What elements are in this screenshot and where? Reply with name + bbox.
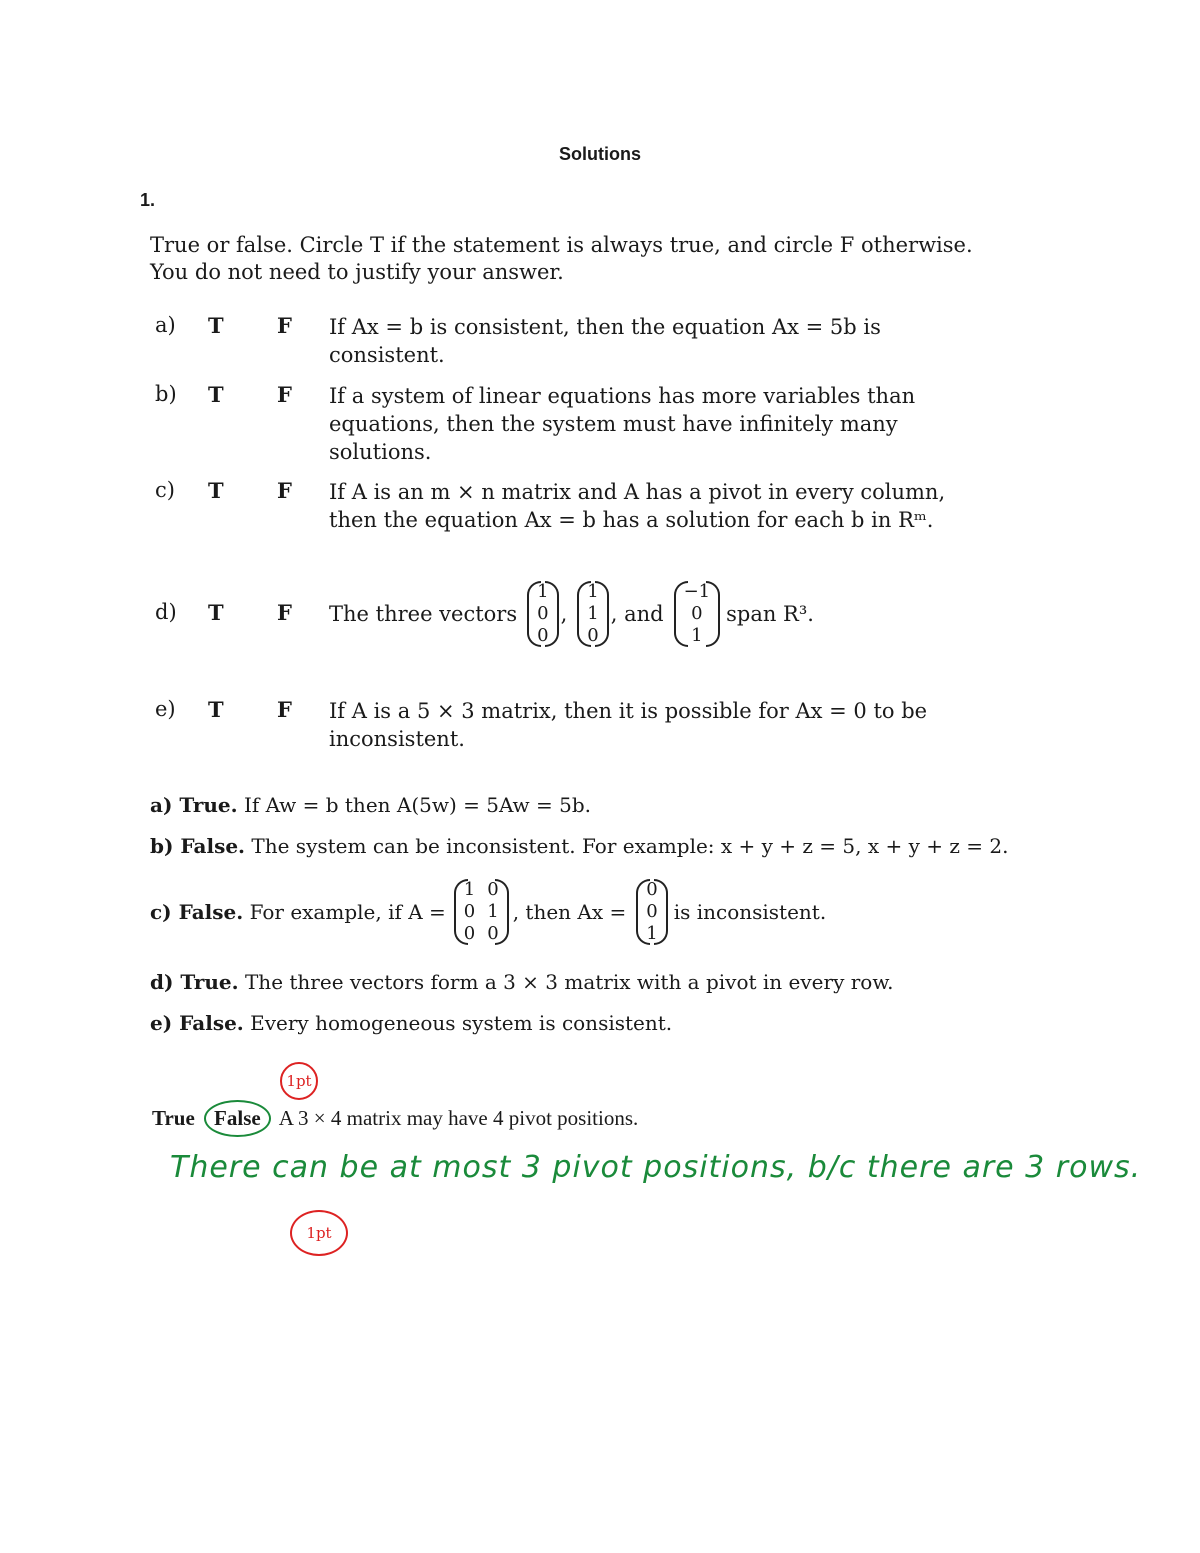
- answer-e: e) False. Every homogeneous system is consistent.: [150, 1011, 673, 1035]
- false-option[interactable]: F: [277, 478, 292, 503]
- true-option[interactable]: T: [208, 313, 224, 338]
- false-option[interactable]: F: [277, 313, 292, 338]
- statement-text: If A is an m × n matrix and A has a pivot in every column, then the equation Ax = b has a solution for each b in Rᵐ.: [329, 480, 946, 532]
- statement-label: e): [155, 697, 176, 721]
- true-option[interactable]: T: [208, 600, 224, 625]
- question-2-text: A 3 × 4 matrix may have 4 pivot positions.: [278, 1106, 639, 1130]
- vector-1: 1 0 0: [531, 581, 554, 647]
- statement-text: If A is a 5 × 3 matrix, then it is possible for Ax = 0 to be inconsistent.: [329, 699, 928, 751]
- question-intro: True or false. Circle T if the statement is always true, and circle F otherwise. You do not need to justify your answer.: [150, 233, 973, 284]
- statement-text: If a system of linear equations has more variables than equations, then the system must have infinitely many solutions.: [329, 384, 916, 464]
- question-2-row: [152, 1100, 638, 1137]
- statement-label: a): [155, 313, 176, 337]
- false-option[interactable]: F: [277, 382, 292, 407]
- vector-separator-and: , and: [610, 602, 664, 626]
- score-mark-bottom: 1pt: [290, 1210, 348, 1256]
- false-option[interactable]: F: [277, 600, 292, 625]
- answer-c: c) False. For example, if A = 1 0 0 1 0 0 , then Ax = 0 0 1 is inconsistent.: [150, 879, 827, 944]
- statement-label: b): [155, 382, 177, 406]
- true-option[interactable]: T: [208, 478, 224, 503]
- vector-2: 1 1 0: [581, 581, 604, 647]
- vectors-intro: The three vectors: [329, 602, 518, 626]
- question-number: 1.: [140, 190, 156, 210]
- false-option-2-circled[interactable]: False: [204, 1100, 271, 1137]
- vector-b: 0 0 1: [640, 879, 663, 945]
- true-option-2[interactable]: True: [152, 1106, 195, 1130]
- statement-label: c): [155, 478, 175, 502]
- answer-b: b) False. The system can be inconsistent. For example: x + y + z = 5, x + y + z = 2.: [150, 834, 1009, 858]
- answer-d: d) True. The three vectors form a 3 × 3 matrix with a pivot in every row.: [150, 970, 894, 994]
- statement-text: [329, 572, 1029, 656]
- score-mark-top: 1pt: [280, 1062, 318, 1100]
- vector-separator: ,: [560, 602, 568, 626]
- vectors-outro: span R³.: [726, 602, 814, 626]
- handwritten-answer: There can be at most 3 pivot positions, b/c there are 3 rows.: [170, 1150, 1142, 1185]
- true-option[interactable]: T: [208, 697, 224, 722]
- vector-3: −1 0 1: [678, 581, 717, 647]
- answer-a: a) True. If Aw = b then A(5w) = 5Aw = 5b.: [150, 793, 591, 817]
- statement-text: If Ax = b is consistent, then the equation Ax = 5b is consistent.: [329, 315, 881, 367]
- page-title: Solutions: [559, 144, 641, 164]
- matrix-a: 1 0 0 1 0 0: [458, 879, 505, 945]
- false-option[interactable]: F: [277, 697, 292, 722]
- true-option[interactable]: T: [208, 382, 224, 407]
- statement-label: d): [155, 600, 177, 624]
